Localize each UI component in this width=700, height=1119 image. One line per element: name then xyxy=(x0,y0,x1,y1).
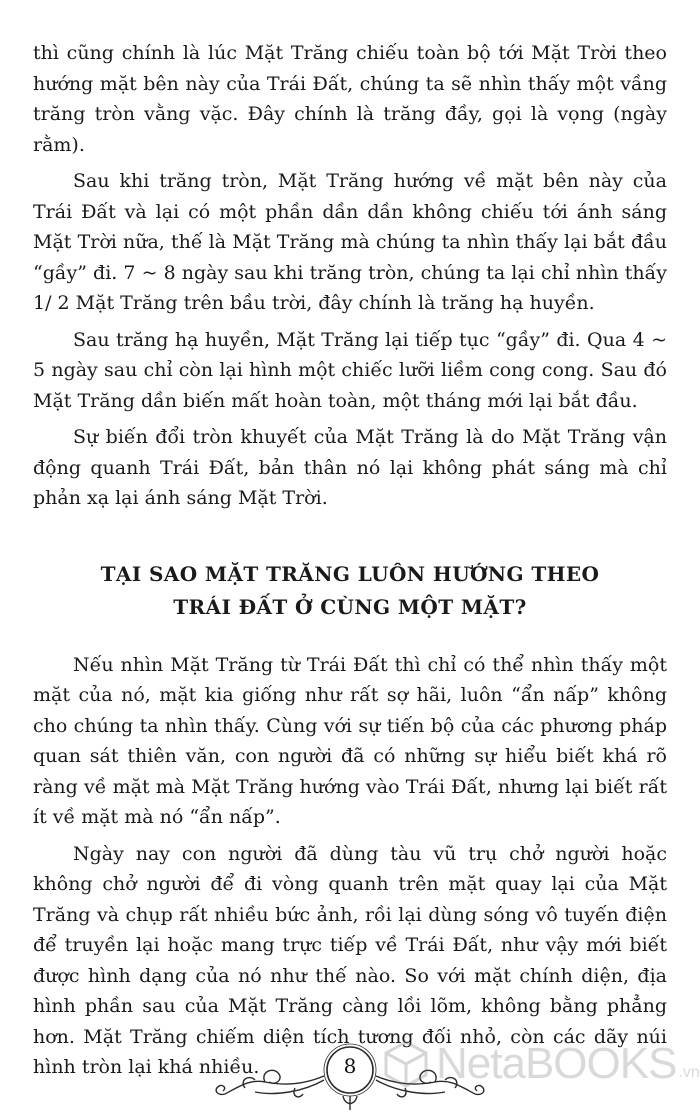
body-text-after xyxy=(33,650,667,1083)
page-number: 8 xyxy=(343,1054,357,1078)
section-heading-line-2: TRÁI ĐẤT Ở CÙNG MỘT MẶT? xyxy=(173,594,527,619)
paragraph: Sau trăng hạ huyền, Mặt Trăng lại tiếp tục “gầy” đi. Qua 4 ~ 5 ngày sau chỉ còn lại hình một chiếc lưỡi liềm cong cong. Sau đó Mặt Trăng dần biến mất hoàn toàn, một tháng mới lại bắt đầu. xyxy=(33,328,667,412)
watermark-suffix: .vn xyxy=(678,1064,700,1081)
watermark xyxy=(380,1034,700,1094)
paragraph: thì cũng chính là lúc Mặt Trăng chiếu toàn bộ tới Mặt Trời theo hướng mặt bên này của Trái Đất, chúng ta sẽ nhìn thấy một vầng trăng tròn vằng vặc. Đây chính là trăng đầy, gọi là vọng (ngày rằm). xyxy=(33,42,667,156)
paragraph: Sự biến đổi tròn khuyết của Mặt Trăng là do Mặt Trăng vận động quanh Trái Đất, bản thân nó lại không phát sáng mà chỉ phản xạ lại ánh sáng Mặt Trời. xyxy=(33,426,667,509)
page-content xyxy=(33,38,667,1089)
paragraph: Sau khi trăng tròn, Mặt Trăng hướng về mặt bên này của Trái Đất và lại có một phần dần dần không chiếu tới ánh sáng Mặt Trời nữa, thế là Mặt Trăng mà chúng ta nhìn thấy lại bắt đầu “gầy” đi. 7 ~ 8 ngày sau khi trăng tròn, chúng ta lại chỉ nhìn thấy 1/ 2 Mặt Trăng trên bầu trời, đây chính là trăng hạ huyền. xyxy=(33,170,667,314)
section-heading-line-1: TẠI SAO MẶT TRĂNG LUÔN HƯỚNG THEO xyxy=(100,561,600,586)
watermark-brand: NetaBOOKS xyxy=(436,1039,677,1088)
cube-logo-icon xyxy=(380,1038,432,1090)
paragraph: Nếu nhìn Mặt Trăng từ Trái Đất thì chỉ có thể nhìn thấy một mặt của nó, mặt kia giống như rất sợ hãi, luôn “ẩn nấp” không cho chúng ta nhìn thấy. Cùng với sự tiến bộ của các phương pháp quan sát thiên văn, con người đã có những sự hiểu biết khá rõ ràng về mặt mà Mặt Trăng hướng vào Trái Đất, nhưng lại biết rất ít về mặt mà nó “ẩn nấp”. xyxy=(33,653,667,828)
body-text-before xyxy=(33,38,667,514)
section-heading xyxy=(33,558,667,624)
paragraph: Ngày nay con người đã dùng tàu vũ trụ chở người hoặc không chở người để đi vòng quanh trên mặt quay lại của Mặt Trăng và chụp rất nhiều bức ảnh, rồi lại dùng sóng vô tuyến điện để truyền lại hoặc mang trực tiếp về Trái Đất, như vậy mới biết được hình dạng của nó như thế nào. So với mặt chính diện, địa hình phần sau của Mặt Trăng càng lồi lõm, không bằng phẳng hơn. Mặt Trăng chiếm diện tích tương đối nhỏ, còn các dãy núi hình tròn lại khá nhiều. xyxy=(33,842,667,1078)
